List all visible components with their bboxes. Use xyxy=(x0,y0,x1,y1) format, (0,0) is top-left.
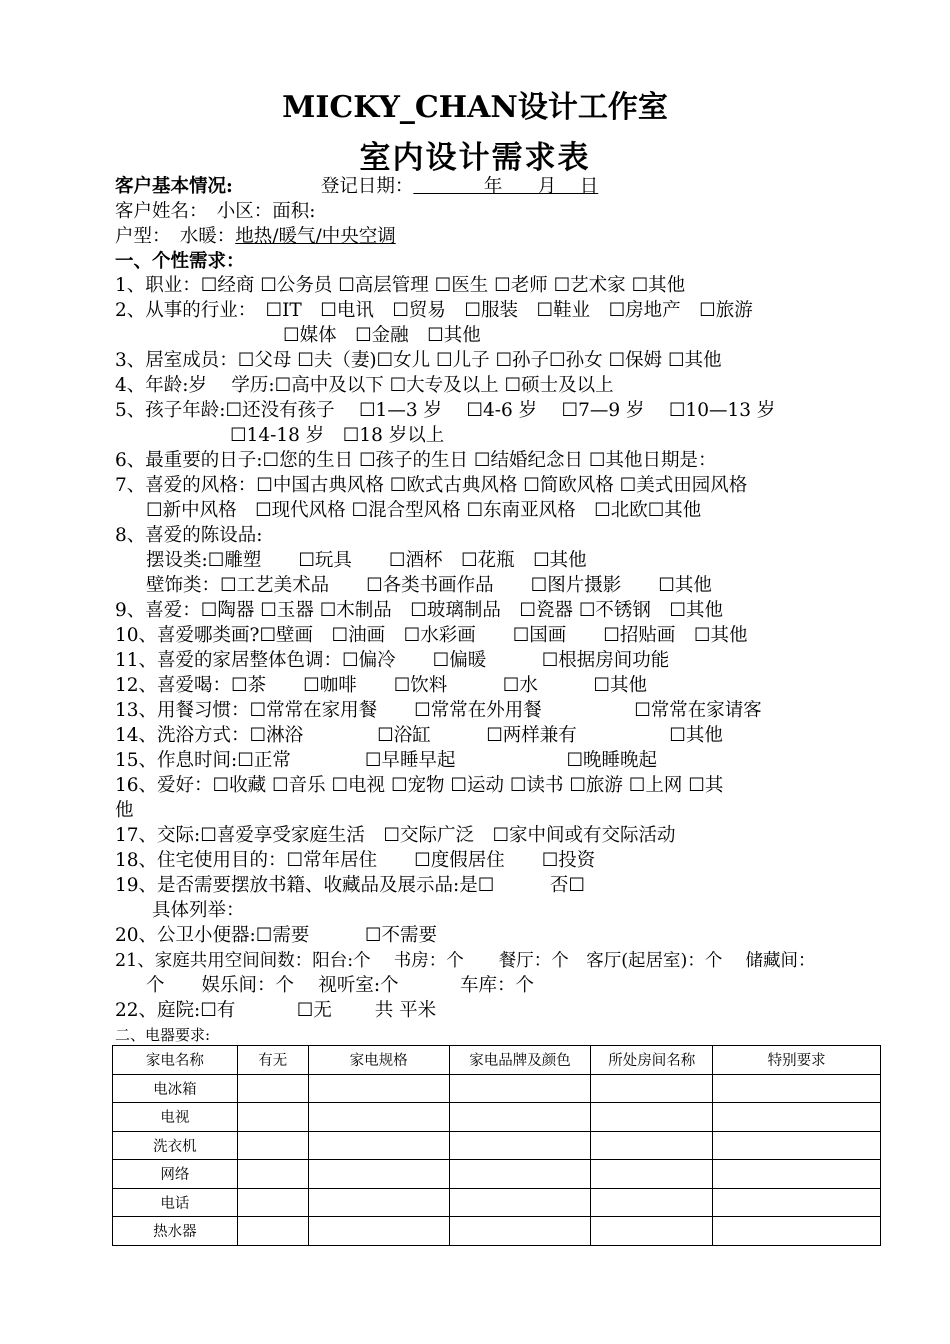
row-label: 电视 xyxy=(113,1103,238,1132)
q8-wall: 壁饰类：☐工艺美术品 ☐各类书画作品 ☐图片摄影 ☐其他 xyxy=(146,575,712,596)
table-cell[interactable] xyxy=(308,1217,449,1246)
table-cell[interactable] xyxy=(308,1103,449,1132)
table-cell[interactable] xyxy=(713,1103,881,1132)
q18: 18、住宅使用目的：☐常年居住 ☐度假居住 ☐投资 xyxy=(115,850,596,871)
q10: 10、喜爱哪类画?☐壁画 ☐油画 ☐水彩画 ☐国画 ☐招贴画 ☐其他 xyxy=(115,625,748,646)
q15: 15、作息时间:☐正常 ☐早睡早起 ☐晚睡晚起 xyxy=(115,750,658,771)
table-cell[interactable] xyxy=(591,1074,713,1103)
table-row xyxy=(113,1217,881,1246)
form-title: 室内设计需求表 xyxy=(359,140,591,176)
table-cell[interactable] xyxy=(449,1160,591,1189)
table-cell[interactable] xyxy=(237,1074,308,1103)
q19: 19、是否需要摆放书籍、收藏品及展示品:是☐ 否☐ xyxy=(115,875,585,896)
q20: 20、公卫小便器:☐需要 ☐不需要 xyxy=(115,925,437,946)
table-row xyxy=(113,1160,881,1189)
table-cell[interactable] xyxy=(713,1074,881,1103)
table-cell[interactable] xyxy=(308,1160,449,1189)
table-cell[interactable] xyxy=(591,1217,713,1246)
q16-cont: 他 xyxy=(115,800,134,821)
q8-display: 摆设类:☐雕塑 ☐玩具 ☐酒杯 ☐花瓶 ☐其他 xyxy=(146,550,587,571)
row-label: 电话 xyxy=(113,1188,238,1217)
table-cell[interactable] xyxy=(449,1188,591,1217)
q17: 17、交际:☐喜爱享受家庭生活 ☐交际广泛 ☐家中间或有交际活动 xyxy=(115,825,676,846)
header-has: 有无 xyxy=(237,1046,308,1075)
table-header-row xyxy=(113,1046,881,1075)
table-row xyxy=(113,1103,881,1132)
table-cell[interactable] xyxy=(713,1160,881,1189)
q19-cont: 具体列举： xyxy=(152,900,245,921)
table-cell[interactable] xyxy=(713,1188,881,1217)
q5-cont: ☐14-18 岁 ☐18 岁以上 xyxy=(230,425,445,446)
reg-date-field: 年 月 日 xyxy=(413,176,599,197)
table-row xyxy=(113,1188,881,1217)
heating-options: 地热/暖气/中央空调 xyxy=(235,226,396,247)
table-cell[interactable] xyxy=(308,1188,449,1217)
table-cell[interactable] xyxy=(713,1131,881,1160)
q11: 11、喜爱的家居整体色调：☐偏冷 ☐偏暖 ☐根据房间功能 xyxy=(115,650,670,671)
table-cell[interactable] xyxy=(237,1188,308,1217)
table-cell[interactable] xyxy=(237,1131,308,1160)
table-cell[interactable] xyxy=(591,1131,713,1160)
header-spec: 家电规格 xyxy=(308,1046,449,1075)
q1: 1、职业：☐经商 ☐公务员 ☐高层管理 ☐医生 ☐老师 ☐艺术家 ☐其他 xyxy=(115,275,686,296)
house-type-row xyxy=(115,225,396,249)
q2: 2、从事的行业： ☐IT ☐电讯 ☐贸易 ☐服装 ☐鞋业 ☐房地产 ☐旅游 xyxy=(115,300,753,321)
customer-header-row xyxy=(115,175,598,199)
q21: 21、家庭共用空间间数：阳台:个 书房：个 餐厅：个 客厅(起居室)：个 储藏间： xyxy=(115,951,816,971)
table-cell[interactable] xyxy=(237,1103,308,1132)
table-cell[interactable] xyxy=(308,1074,449,1103)
customer-name-row: 客户姓名： 小区：面积: xyxy=(115,201,316,222)
header-appliance-name: 家电名称 xyxy=(113,1046,238,1075)
customer-heading: 客户基本情况: xyxy=(115,176,233,197)
appliance-table xyxy=(112,1045,881,1246)
table-row xyxy=(113,1074,881,1103)
row-label: 电冰箱 xyxy=(113,1074,238,1103)
row-label: 洗衣机 xyxy=(113,1131,238,1160)
section1-heading: 一、个性需求： xyxy=(115,251,245,272)
q12: 12、喜爱喝：☐茶 ☐咖啡 ☐饮料 ☐水 ☐其他 xyxy=(115,675,647,696)
row-label: 网络 xyxy=(113,1160,238,1189)
header-brand-color: 家电品牌及颜色 xyxy=(449,1046,591,1075)
table-row xyxy=(113,1131,881,1160)
table-cell[interactable] xyxy=(449,1217,591,1246)
q14: 14、洗浴方式：☐淋浴 ☐浴缸 ☐两样兼有 ☐其他 xyxy=(115,725,723,746)
header-special: 特别要求 xyxy=(713,1046,881,1075)
table-cell[interactable] xyxy=(713,1217,881,1246)
q9: 9、喜爱：☐陶器 ☐玉器 ☐木制品 ☐玻璃制品 ☐瓷器 ☐不锈钢 ☐其他 xyxy=(115,600,724,621)
table-cell[interactable] xyxy=(237,1217,308,1246)
table-cell[interactable] xyxy=(308,1131,449,1160)
house-type-label: 户型： 水暖： xyxy=(115,226,236,247)
table-cell[interactable] xyxy=(591,1160,713,1189)
table-cell[interactable] xyxy=(449,1131,591,1160)
q7-cont: ☐新中风格 ☐现代风格 ☐混合型风格 ☐东南亚风格 ☐北欧☐其他 xyxy=(146,500,702,521)
q21-cont: 个 娱乐间：个 视听室:个 车库：个 xyxy=(146,975,534,996)
studio-title: MICKY_CHAN设计工作室 xyxy=(282,90,668,125)
table-cell[interactable] xyxy=(591,1188,713,1217)
q8: 8、喜爱的陈设品: xyxy=(115,525,263,546)
table-cell[interactable] xyxy=(237,1160,308,1189)
q13: 13、用餐习惯：☐常常在家用餐 ☐常常在外用餐 ☐常常在家请客 xyxy=(115,700,762,721)
section2-heading: 二、电器要求: xyxy=(115,1026,211,1044)
table-cell[interactable] xyxy=(449,1103,591,1132)
q5: 5、孩子年龄:☐还没有孩子 ☐1—3 岁 ☐4-6 岁 ☐7—9 岁 ☐10—13 岁 xyxy=(115,400,776,421)
table-cell[interactable] xyxy=(449,1074,591,1103)
q22: 22、庭院:☐有 ☐无 共 平米 xyxy=(115,1000,437,1021)
header-room: 所处房间名称 xyxy=(591,1046,713,1075)
q16: 16、爱好：☐收藏 ☐音乐 ☐电视 ☐宠物 ☐运动 ☐读书 ☐旅游 ☐上网 ☐其 xyxy=(115,775,724,796)
row-label: 热水器 xyxy=(113,1217,238,1246)
q4: 4、年龄:岁 学历:☐高中及以下 ☐大专及以上 ☐硕士及以上 xyxy=(115,375,614,396)
table-cell[interactable] xyxy=(591,1103,713,1132)
reg-date-label: 登记日期： xyxy=(320,176,414,197)
q7: 7、喜爱的风格：☐中国古典风格 ☐欧式古典风格 ☐简欧风格 ☐美式田园风格 xyxy=(115,475,748,496)
q6: 6、最重要的日子:☐您的生日 ☐孩子的生日 ☐结婚纪念日 ☐其他日期是： xyxy=(115,450,717,471)
q2-cont: ☐媒体 ☐金融 ☐其他 xyxy=(283,325,481,346)
q3: 3、居室成员：☐父母 ☐夫（妻)☐女儿 ☐儿子 ☐孙子☐孙女 ☐保姆 ☐其他 xyxy=(115,350,722,371)
